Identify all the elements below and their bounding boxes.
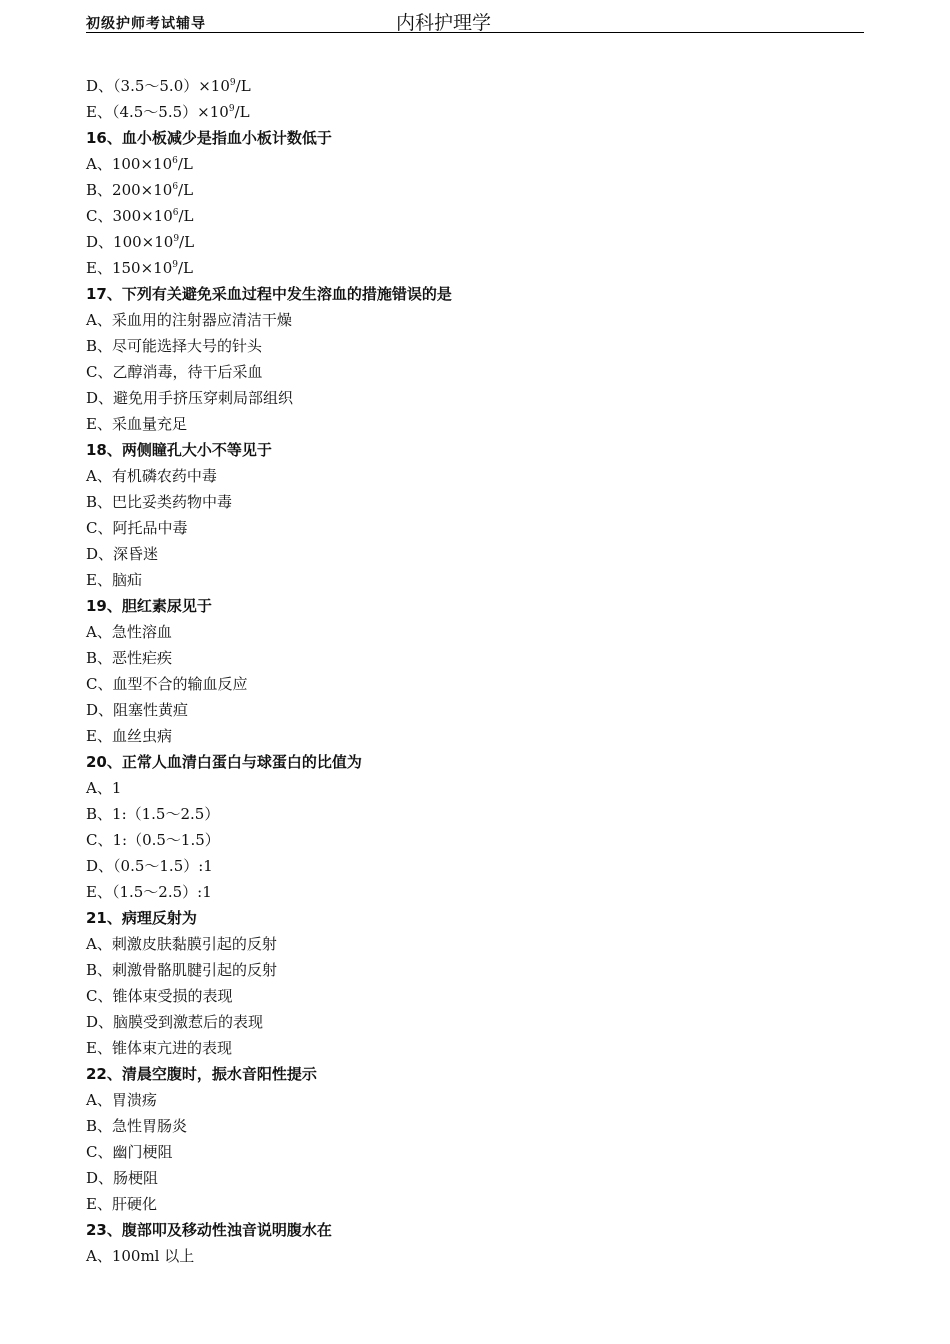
line-text: B、200×10 bbox=[86, 181, 173, 199]
line-text: C、1:（0.5～1.5） bbox=[86, 831, 220, 849]
answer-option bbox=[86, 645, 864, 671]
answer-option bbox=[86, 827, 864, 853]
line-text: A、刺激皮肤黏膜引起的反射 bbox=[86, 935, 277, 953]
question-stem bbox=[86, 1061, 864, 1087]
answer-option bbox=[86, 697, 864, 723]
unit-text: /L bbox=[178, 181, 194, 199]
answer-option bbox=[86, 255, 864, 281]
answer-option bbox=[86, 775, 864, 801]
line-text: E、（1.5～2.5）:1 bbox=[86, 883, 212, 901]
line-text: B、巴比妥类药物中毒 bbox=[86, 493, 233, 511]
line-text: B、恶性疟疾 bbox=[86, 649, 173, 667]
question-stem bbox=[86, 749, 864, 775]
answer-option bbox=[86, 541, 864, 567]
answer-option bbox=[86, 359, 864, 385]
line-text: C、血型不合的输血反应 bbox=[86, 675, 248, 693]
line-text: A、1 bbox=[86, 779, 122, 797]
answer-option bbox=[86, 411, 864, 437]
question-stem bbox=[86, 281, 864, 307]
exponent: 6 bbox=[172, 182, 179, 192]
answer-option bbox=[86, 463, 864, 489]
line-text: A、100ml 以上 bbox=[86, 1247, 195, 1265]
unit-text: /L bbox=[179, 233, 195, 251]
line-text: D、（3.5～5.0）×10 bbox=[86, 77, 230, 95]
question-stem bbox=[86, 593, 864, 619]
answer-option bbox=[86, 99, 864, 125]
page-header bbox=[86, 8, 864, 33]
line-text: B、尽可能选择大号的针头 bbox=[86, 337, 263, 355]
line-text: C、阿托品中毒 bbox=[86, 519, 188, 537]
answer-option bbox=[86, 723, 864, 749]
line-text: A、急性溶血 bbox=[86, 623, 172, 641]
answer-option bbox=[86, 853, 864, 879]
answer-option bbox=[86, 1191, 864, 1217]
answer-option bbox=[86, 957, 864, 983]
answer-option bbox=[86, 931, 864, 957]
line-text: 20、正常人血清白蛋白与球蛋白的比值为 bbox=[86, 753, 362, 771]
exponent: 9 bbox=[229, 78, 236, 88]
line-text: C、300×10 bbox=[86, 207, 173, 225]
answer-option bbox=[86, 879, 864, 905]
line-text: D、（0.5～1.5）:1 bbox=[86, 857, 213, 875]
answer-option bbox=[86, 203, 864, 229]
exponent: 9 bbox=[173, 234, 180, 244]
unit-text: /L bbox=[177, 259, 193, 277]
line-text: D、避免用手挤压穿刺局部组织 bbox=[86, 389, 294, 407]
answer-option bbox=[86, 177, 864, 203]
answer-option bbox=[86, 567, 864, 593]
answer-option bbox=[86, 1087, 864, 1113]
answer-option bbox=[86, 515, 864, 541]
line-text: E、（4.5～5.5）×10 bbox=[86, 103, 229, 121]
answer-option bbox=[86, 1165, 864, 1191]
line-text: 21、病理反射为 bbox=[86, 909, 197, 927]
unit-text: /L bbox=[177, 155, 193, 173]
line-text: B、急性胃肠炎 bbox=[86, 1117, 188, 1135]
answer-option bbox=[86, 1243, 864, 1269]
line-text: E、肝硬化 bbox=[86, 1195, 157, 1213]
line-text: C、锥体束受损的表现 bbox=[86, 987, 233, 1005]
answer-option bbox=[86, 801, 864, 827]
exponent: 9 bbox=[228, 104, 235, 114]
header-left-title: 初级护师考试辅导 bbox=[86, 16, 206, 32]
line-text: E、150×10 bbox=[86, 259, 173, 277]
line-text: 16、血小板减少是指血小板计数低于 bbox=[86, 129, 332, 147]
question-stem bbox=[86, 1217, 864, 1243]
answer-option bbox=[86, 307, 864, 333]
question-stem bbox=[86, 437, 864, 463]
answer-option bbox=[86, 385, 864, 411]
line-text: 23、腹部叩及移动性浊音说明腹水在 bbox=[86, 1221, 332, 1239]
answer-option bbox=[86, 671, 864, 697]
answer-option bbox=[86, 73, 864, 99]
question-stem bbox=[86, 125, 864, 151]
answer-option bbox=[86, 489, 864, 515]
line-text: D、脑膜受到激惹后的表现 bbox=[86, 1013, 264, 1031]
line-text: 17、下列有关避免采血过程中发生溶血的措施错误的是 bbox=[86, 285, 452, 303]
line-text: E、脑疝 bbox=[86, 571, 142, 589]
line-text: A、100×10 bbox=[86, 155, 173, 173]
line-text: D、肠梗阻 bbox=[86, 1169, 159, 1187]
line-text: B、刺激骨骼肌腱引起的反射 bbox=[86, 961, 278, 979]
answer-option bbox=[86, 619, 864, 645]
line-text: C、幽门梗阻 bbox=[86, 1143, 173, 1161]
unit-text: /L bbox=[178, 207, 194, 225]
line-text: E、锥体束亢进的表现 bbox=[86, 1039, 232, 1057]
exponent: 6 bbox=[172, 156, 178, 166]
question-content bbox=[86, 73, 864, 1269]
line-text: A、有机磷农药中毒 bbox=[86, 467, 217, 485]
answer-option bbox=[86, 1035, 864, 1061]
question-stem bbox=[86, 905, 864, 931]
line-text: B、1:（1.5～2.5） bbox=[86, 805, 220, 823]
answer-option bbox=[86, 1113, 864, 1139]
line-text: D、阻塞性黄疸 bbox=[86, 701, 189, 719]
line-text: A、采血用的注射器应清洁干燥 bbox=[86, 311, 292, 329]
unit-text: /L bbox=[234, 103, 250, 121]
answer-option bbox=[86, 1139, 864, 1165]
line-text: A、胃溃疡 bbox=[86, 1091, 157, 1109]
answer-option bbox=[86, 983, 864, 1009]
answer-option bbox=[86, 1009, 864, 1035]
line-text: D、100×10 bbox=[86, 233, 174, 251]
line-text: C、乙醇消毒，待干后采血 bbox=[86, 363, 263, 381]
header-center-title: 内科护理学 bbox=[396, 12, 492, 34]
line-text: 19、胆红素尿见于 bbox=[86, 597, 212, 615]
unit-text: /L bbox=[235, 77, 251, 95]
exponent: 9 bbox=[172, 260, 178, 270]
answer-option bbox=[86, 229, 864, 255]
answer-option bbox=[86, 333, 864, 359]
line-text: D、深昏迷 bbox=[86, 545, 159, 563]
line-text: 22、清晨空腹时，振水音阳性提示 bbox=[86, 1065, 317, 1083]
exponent: 6 bbox=[172, 208, 179, 218]
answer-option bbox=[86, 151, 864, 177]
line-text: 18、两侧瞳孔大小不等见于 bbox=[86, 441, 272, 459]
line-text: E、血丝虫病 bbox=[86, 727, 172, 745]
line-text: E、采血量充足 bbox=[86, 415, 187, 433]
